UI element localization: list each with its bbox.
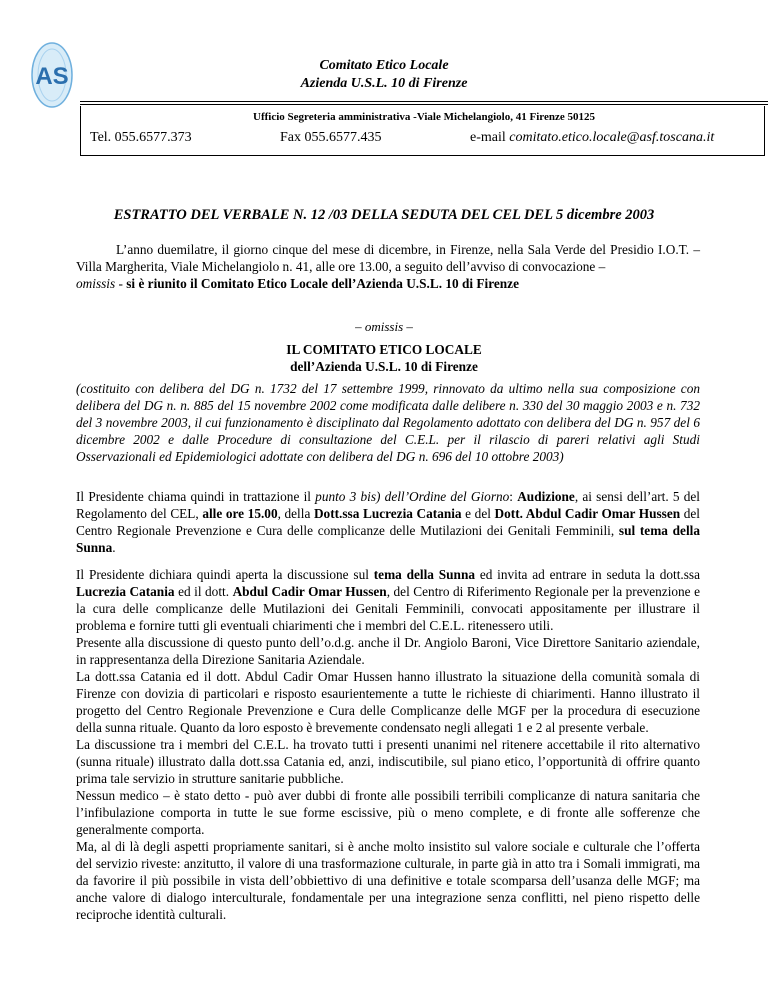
intro-sep: -: [115, 276, 127, 291]
p3-f: alle ore 15.00: [202, 506, 278, 521]
p4-g: , del Centro di Riferimento Regionale per la prevenzione e la cura delle complicanze delle Mutilazioni dei Genitali Femminili, convocati appositamente per illustrare il problema e fornire tutti gli eventuali chiarimenti che i membri del C.E.L. ritenessero utili.: [76, 584, 701, 633]
p3-d: Audizione: [517, 489, 575, 504]
intro-bold: si è riunito il Comitato Etico Locale dell’Azienda U.S.L. 10 di Firenze: [126, 276, 519, 291]
header-rule-2: [80, 104, 768, 105]
p3-b: punto 3 bis) dell’Ordine del Giorno: [315, 489, 510, 504]
p3-g: , della: [277, 506, 314, 521]
intro-text: L’anno duemilatre, il giorno cinque del mese di dicembre, in Firenze, nella Sala Verde del Presidio I.O.T. – Villa Margherita, Viale Michelangiolo n. 41, alle ore 13.00, a seguito dell’avviso di convocazione –: [76, 242, 700, 274]
omissis-separator: – omissis –: [355, 319, 413, 334]
office-address: Ufficio Segreteria amministrativa -Viale Michelangiolo, 41 Firenze 50125: [253, 111, 595, 123]
p3-k: del Centro Regionale Prevenzione e Cura delle complicanze delle Mutilazioni dei Genitali Femminili,: [76, 506, 701, 538]
logo-letters: AS: [35, 63, 69, 90]
document-title: ESTRATTO DEL VERBALE N. 12 /03 DELLA SEDUTA DEL CEL DEL 5 dicembre 2003: [113, 207, 655, 223]
p4-e: ed il dott.: [174, 584, 233, 599]
p4-b: tema della Sunna: [373, 567, 475, 582]
org-line-1: Comitato Etico Locale: [319, 58, 449, 73]
discussione-paragraph: [76, 566, 700, 923]
header-rule: [80, 101, 768, 102]
p3-e: , ai sensi dell’art. 5 del Regolamento del CEL,: [76, 489, 700, 521]
p3-h: Dott.ssa Lucrezia Catania: [313, 506, 462, 521]
p3-c: :: [509, 489, 518, 504]
org-line-2: Azienda U.S.L. 10 di Firenze: [300, 76, 468, 91]
cel-heading: [0, 341, 768, 375]
tel-number: Tel. 055.6577.373: [90, 130, 192, 145]
cel-heading-line-1: IL COMITATO ETICO LOCALE: [286, 342, 482, 357]
p4-line-6: Ma, al di là degli aspetti propriamente sanitari, si è anche molto insistito sul valore sociale e culturale che l’offerta del servizio riveste: anzitutto, il valore di una trasformazione culturale, in parte già in atto tra i Somali immigrati, ma da favorire il più possibile in vista dell’obbiettivo di una definitive e totale scomparsa dell’usanza delle MGF; ma anche valore di dialogo interculturale, fondamentale per una integrazione senza conflitti, nel pieno rispetto delle reciproche identità culturali.: [76, 839, 700, 922]
intro-omissis: omissis: [76, 276, 116, 291]
p3-l: sul tema della Sunna: [76, 523, 700, 555]
p4-f: Abdul Cadir Omar Hussen: [232, 584, 387, 599]
intro-paragraph: [76, 241, 700, 292]
p3-j: Dott. Abdul Cadir Omar Hussen: [494, 506, 681, 521]
p4-line-4: La discussione tra i membri del C.E.L. ha trovato tutti i presenti unanimi nel ritenere accettabile il rito alternativo (sunna rituale) illustrato dalla dott.ssa Catania ed, anzi, indiscutibile, sul piano etico, l’opportunità di offrire quanto prima tale servizio in strutture sanitarie pubbliche.: [76, 737, 700, 786]
costituito-paragraph: (costituito con delibera del DG n. 1732 del 17 settembre 1999, rinnovato da ultimo nella sua composizione con delibera del DG n. n. 885 del 15 novembre 2002 come modificata dalle delibere n. 330 del 30 maggio 2003 e n. 732 del 3 novembre 2003, il cui funzionamento è disciplinato dal Regolamento adottato con delibera del DG n. 957 del 6 dicembre 2002 e dalle Procedure di consultazione del C.E.L. per il rilascio di pareri relativi agli Studi Osservazionali ed Epidemiologici adottate con delibera del DG n. 696 del 10 ottobre 2003): [76, 381, 700, 464]
fax-number: Fax 055.6577.435: [280, 130, 382, 145]
p4-a: Il Presidente dichiara quindi aperta la discussione sul: [76, 567, 374, 582]
p3-i: e del: [461, 506, 495, 521]
email-address[interactable]: comitato.etico.locale@asf.toscana.it: [509, 130, 715, 145]
email-label: e-mail: [470, 130, 506, 145]
p4-c: ed invita ad entrare in seduta la dott.ssa: [475, 567, 700, 582]
p4-d: Lucrezia Catania: [76, 584, 175, 599]
p3-m: .: [112, 540, 116, 555]
email-line: [470, 129, 714, 146]
p4-line-5: Nessun medico – è stato detto - può aver dubbi di fronte alle possibili terribili complicanze di natura sanitaria che l’infibulazione comporta in tutte le sue forme escissive, più o meno complete, e di fronte alle sofferenze che generalmente comporta.: [76, 788, 700, 837]
audizione-paragraph: [76, 488, 700, 556]
cel-heading-line-2: dell’Azienda U.S.L. 10 di Firenze: [290, 359, 478, 374]
p4-line-3: La dott.ssa Catania ed il dott. Abdul Cadir Omar Hussen hanno illustrato la situazione della comunità somala di Firenze con dovizia di particolari e risposto esaurientemente a tutte le richieste di chiarimenti. Hanno illustrato il progetto del Centro Regionale Prevenzione e Cura delle Complicanze delle MGF per la procedura di esecuzione della sunna rituale. Quanto da loro esposto è brevemente condensato negli allegati 1 e 2 al presente verbale.: [76, 669, 700, 735]
p4-line-2: Presente alla discussione di questo punto dell’o.d.g. anche il Dr. Angiolo Baroni, Vice Direttore Sanitario aziendale, in rappresentanza della Direzione Sanitaria Aziendale.: [76, 635, 700, 667]
p3-a: Il Presidente chiama quindi in trattazione il: [76, 489, 316, 504]
